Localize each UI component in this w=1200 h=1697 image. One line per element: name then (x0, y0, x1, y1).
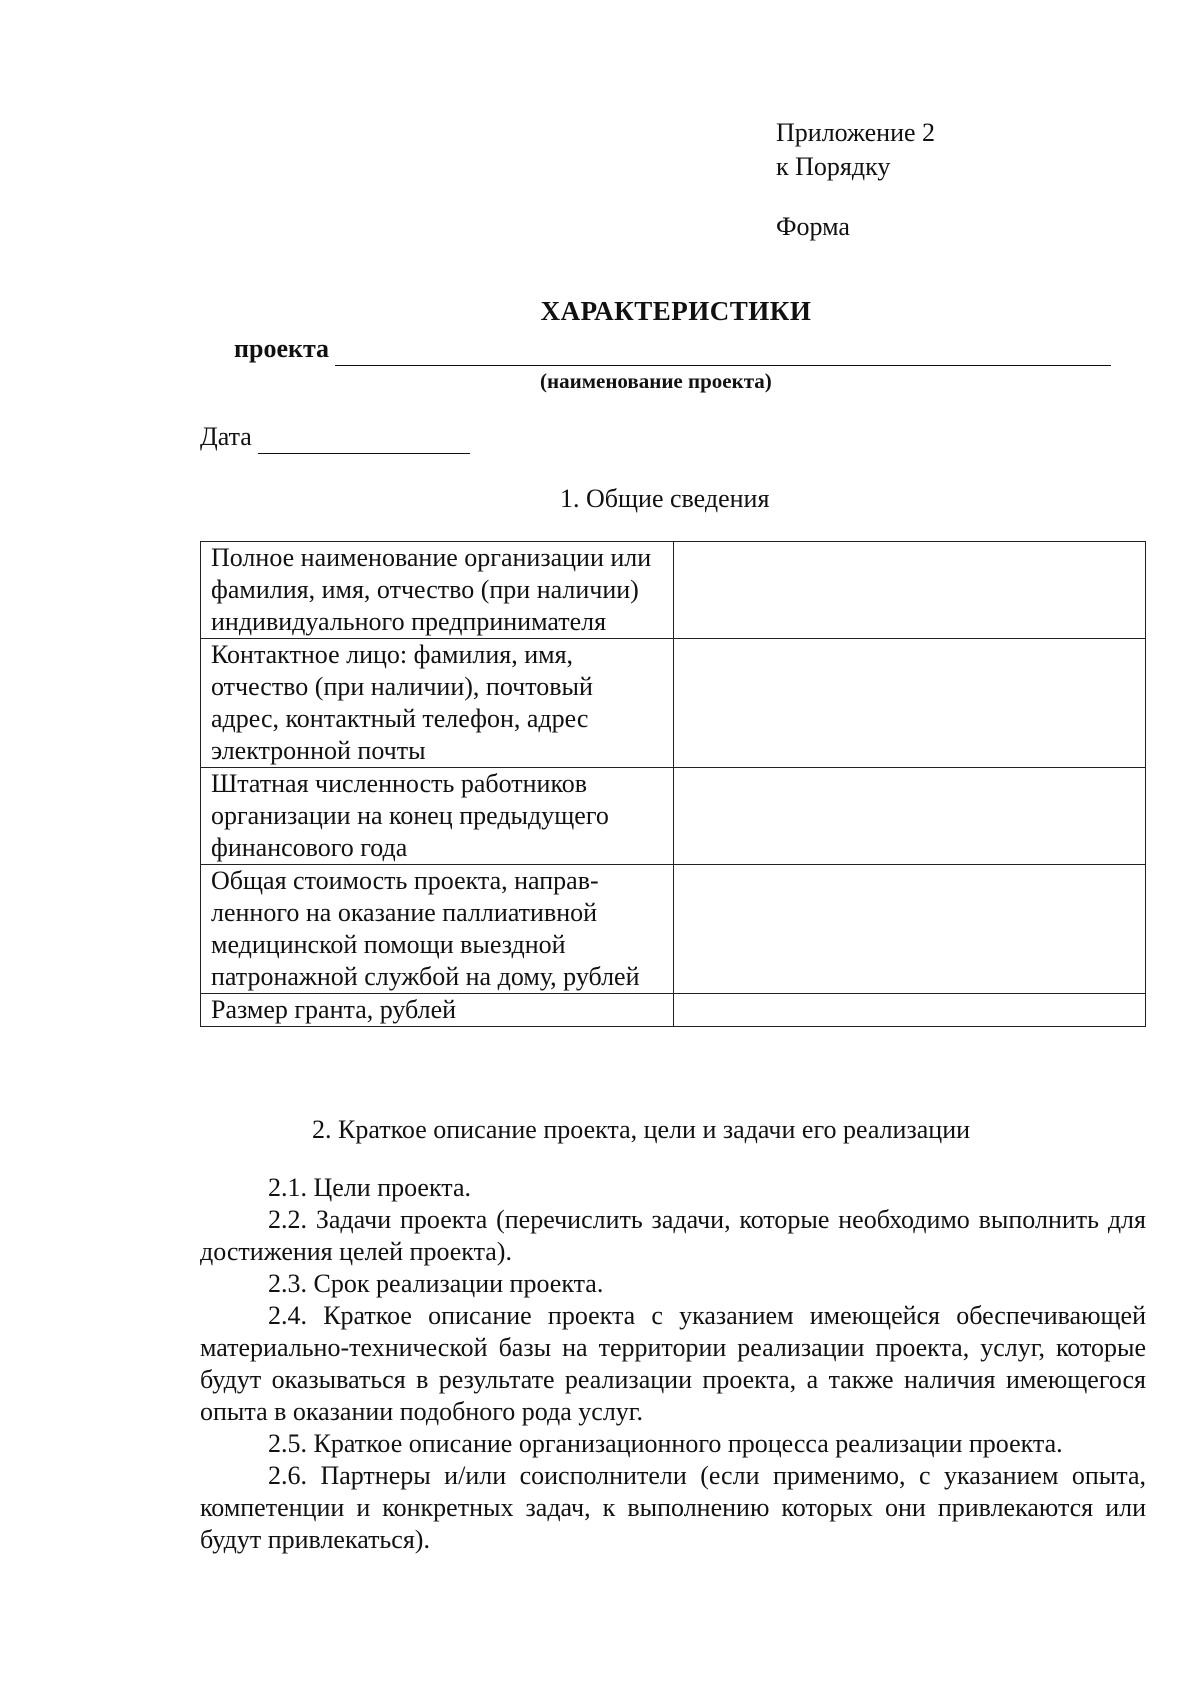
row-value (674, 768, 1146, 865)
date-label: Дата (200, 422, 252, 451)
item-tasks: 2.2. Задачи проекта (перечислить задачи, которые необходимо выполнить для достижения целей проекта). (200, 1205, 1146, 1266)
item-description: 2.4. Краткое описание проекта с указанием имеющейся обеспечивающей материально-технической базы на территории реализации проекта, услуг, которые будут оказываться в результате реализации проекта, а также наличия имеющегося опыта в оказании подобного рода услуг. (200, 1301, 1146, 1426)
row-value (674, 639, 1146, 768)
table-row (201, 994, 1146, 1027)
row-label: Общая стоимость проекта, направ-ленного на оказание паллиативной медицинской помощи выездной патронажной службой на дому, рублей (201, 865, 674, 994)
table-row (201, 639, 1146, 768)
row-label: Контактное лицо: фамилия, имя, отчество (при наличии), почтовый адрес, контактный телефон, адрес электронной почты (201, 639, 674, 768)
date-line (200, 420, 470, 454)
table-row (201, 865, 1146, 994)
project-label: проекта (234, 334, 330, 363)
form-label: Форма (776, 212, 850, 241)
row-label: Размер гранта, рублей (201, 994, 674, 1027)
document-title: ХАРАКТЕРИСТИКИ (540, 296, 812, 326)
date-blank (258, 429, 470, 454)
item-term: 2.3. Срок реализации проекта. (268, 1269, 604, 1298)
project-name-blank (335, 341, 1111, 366)
project-name-line (234, 332, 1111, 366)
section-2-heading: 2. Краткое описание проекта, цели и задачи его реализации (312, 1115, 971, 1144)
row-value (674, 994, 1146, 1027)
appendix-order: к Порядку (776, 152, 891, 181)
item-partners: 2.6. Партнеры и/или соисполнители (если применимо, с указанием опыта, компетенции и конкретных задач, к выполнению которых они привлекаются или будут привлекаться). (200, 1461, 1146, 1554)
section-1-heading: 1. Общие сведения (560, 484, 770, 513)
row-value (674, 542, 1146, 639)
item-process: 2.5. Краткое описание организационного процесса реализации проекта. (268, 1429, 1063, 1458)
row-label: Штатная численность работников организации на конец предыдущего финансового года (201, 768, 674, 865)
project-name-caption: (наименование проекта) (540, 369, 772, 393)
table-row (201, 768, 1146, 865)
section-2-body (200, 1172, 1146, 1556)
appendix-number: Приложение 2 (776, 118, 936, 147)
appendix-reference (776, 116, 935, 184)
item-goals: 2.1. Цели проекта. (268, 1173, 471, 1202)
table-row (201, 542, 1146, 639)
general-info-table (200, 541, 1146, 1027)
row-label: Полное наименование организации или фамилия, имя, отчество (при наличии) индивидуального предпринимателя (201, 542, 674, 639)
row-value (674, 865, 1146, 994)
